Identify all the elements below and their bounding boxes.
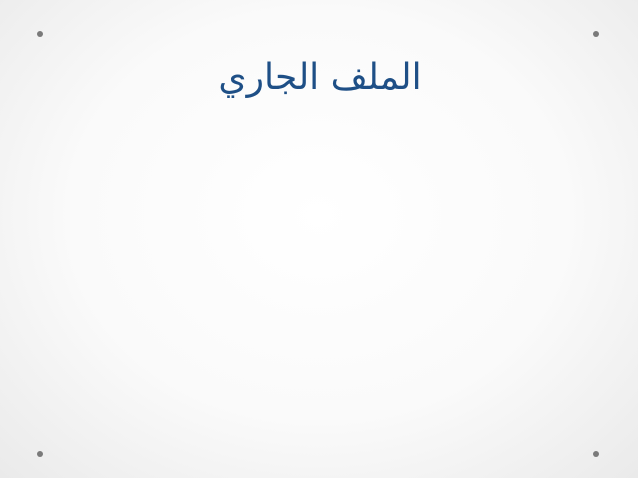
corner-dot	[37, 451, 43, 457]
corner-dot	[593, 451, 599, 457]
corner-dot	[37, 31, 43, 37]
corner-dot	[593, 31, 599, 37]
slide-title: الملف الجاري	[218, 57, 422, 98]
